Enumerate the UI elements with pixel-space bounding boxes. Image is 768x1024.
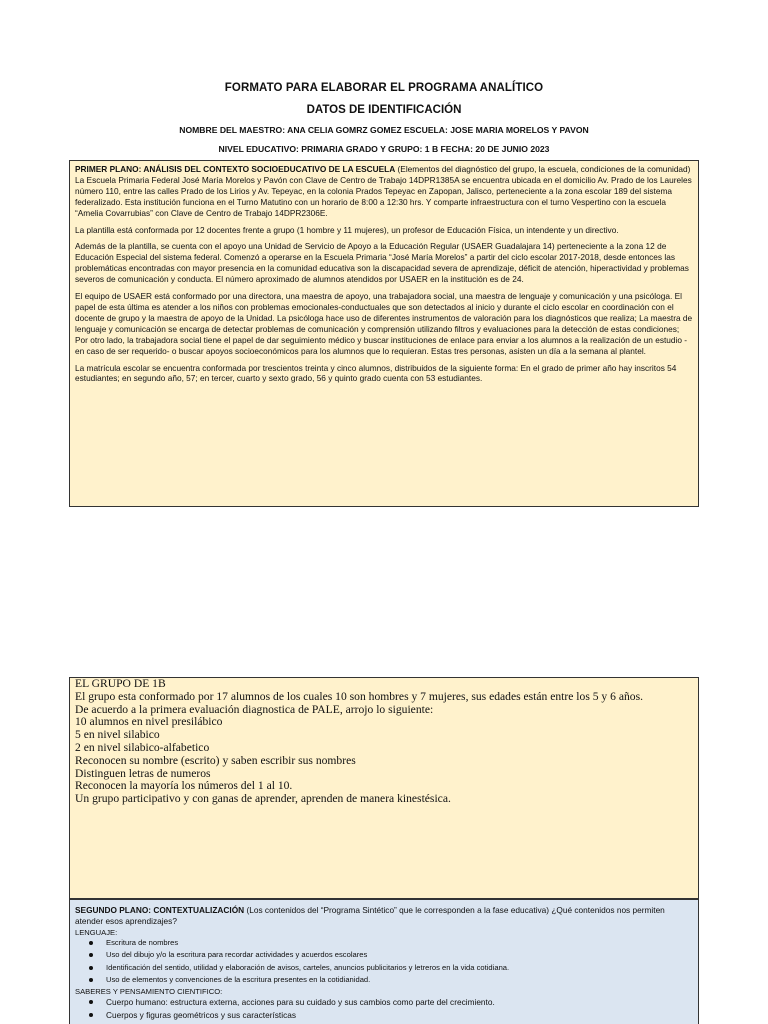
primer-plano-heading-note: (Elementos del diagnóstico del grupo, la escuela, condiciones de la comunidad) <box>397 164 691 174</box>
primer-plano-heading: PRIMER PLANO: ANÁLISIS DEL CONTEXTO SOCIOEDUCATIVO DE LA ESCUELA <box>75 164 396 174</box>
paragraph-staff: La plantilla está conformada por 12 docentes frente a grupo (1 hombre y 11 mujeres), un profesor de Educación Física, un intendente y un directivo. <box>75 224 619 235</box>
list-item: Identificación del sentido, utilidad y elaboración de avisos, carteles, anuncios publicitarios y letreros en la vida cotidiana. <box>102 962 693 974</box>
paragraph-enrollment: La matrícula escolar se encuentra conformada por trescientos treinta y cinco alumnos, distribuidos de la siguiente forma: En el grado de primer año hay inscritos 54 estudiantes; en segundo año, 57; en tercer, cuarto y sexto grado, 56 y quinto grado cuenta con 53 estudiantes. <box>75 362 677 384</box>
paragraph-usaer: Además de la plantilla, se cuenta con el apoyo una Unidad de Servicio de Apoyo a la Educación Regular (USAER Guadalajara 14) perteneciente a la zona 12 de Educación Especial del sistema federal. Comenzó a operarse en la Escuela Primaria “José María Morelos” a partir del ciclo escolar 2017-2018, desde entonces las problemáticas encontradas con mayor presencia en la comunidad educativa son la discapacidad severa de aprendizaje, déficit de atención, hiperactividad y problemas severos de comunicación y conducta. El número aproximado de alumnos atendidos por USAER en la institución es de 24. <box>75 241 689 285</box>
grupo-title: EL GRUPO DE 1B <box>75 677 166 690</box>
primer-plano-heading-line <box>75 164 693 175</box>
grupo-line: 5 en nivel silabico <box>75 728 160 742</box>
grupo-line: Reconocen la mayoría los números del 1 al 10. <box>75 779 293 793</box>
saberes-list <box>75 996 693 1020</box>
list-item: Uso del dibujo y/o la escritura para recordar actividades y acuerdos escolares <box>102 949 693 961</box>
document-subtitle: DATOS DE IDENTIFICACIÓN <box>306 104 462 116</box>
paragraph-school-location: La Escuela Primaria Federal José María Morelos y Pavón con Clave de Centro de Trabajo 14DPR1385A se encuentra ubicada en el domicilio Av. Prado de los Laureles número 110, entre las calles Prado de los Lirios y Av. Tepeyac, en la colonia Prados Tepeyac en Zapopan, Jalisco, perteneciente a la zona escolar 189 del sistema federalizado. Esta institución funciona en el Turno Matutino con un horario de 8:00 a 12:30 hrs. Y comparte infraestructura con el turno Vespertino con la escuela “Amelia Covarrubias” con Clave de Centro de Trabajo 14DPR2306E. <box>75 174 692 218</box>
grupo-line: De acuerdo a la primera evaluación diagnostica de PALE, arrojo lo siguiente: <box>75 702 434 716</box>
grupo-line: 10 alumnos en nivel presilábico <box>75 715 223 729</box>
level-group-date-line: NIVEL EDUCATIVO: PRIMARIA GRADO Y GRUPO: 1 B FECHA: 20 DE JUNIO 2023 <box>218 144 550 154</box>
grupo-line: Distinguen letras de numeros <box>75 766 211 780</box>
segundo-plano-heading-note: (Los contenidos del “Programa Sintético” que le corresponden a la fase educativa) ¿Qué contenidos nos permiten atender esos aprendizajes? <box>75 905 665 926</box>
primer-plano-box <box>69 160 699 507</box>
grupo-line: Un grupo participativo y con ganas de aprender, aprenden de manera kinestésica. <box>75 792 451 806</box>
segundo-plano-heading-line <box>75 905 693 927</box>
grupo-box <box>69 677 699 899</box>
list-item: Escritura de nombres <box>102 937 693 949</box>
list-item: Uso de elementos y convenciones de la escritura presentes en la cotidianidad. <box>102 974 693 986</box>
saberes-label: SABERES Y PENSAMIENTO CIENTIFICO: <box>75 987 223 997</box>
document-title: FORMATO PARA ELABORAR EL PROGRAMA ANALÍTICO <box>224 82 544 94</box>
list-item: Cuerpos y figuras geométricos y sus características <box>102 1009 693 1021</box>
grupo-line: 2 en nivel silabico-alfabetico <box>75 740 210 754</box>
segundo-plano-heading: SEGUNDO PLANO: CONTEXTUALIZACIÓN <box>75 905 245 915</box>
segundo-plano-box <box>69 899 699 1024</box>
lenguaje-list <box>75 937 693 986</box>
grupo-line: El grupo esta conformado por 17 alumnos de los cuales 10 son hombres y 7 mujeres, sus edades están entre los 5 y 6 años. <box>75 689 643 703</box>
list-item: Cuerpo humano: estructura externa, acciones para su cuidado y sus cambios como parte del crecimiento. <box>102 996 693 1008</box>
teacher-school-line: NOMBRE DEL MAESTRO: ANA CELIA GOMRZ GOMEZ ESCUELA: JOSE MARIA MORELOS Y PAVON <box>179 125 589 135</box>
grupo-line: Reconocen su nombre (escrito) y saben escribir sus nombres <box>75 753 356 767</box>
lenguaje-label: LENGUAJE: <box>75 927 118 937</box>
paragraph-usaer-team: El equipo de USAER está conformado por una directora, una maestra de apoyo, una trabajadora social, una maestra de lenguaje y comunicación y una psicóloga. El papel de esta última es atender a los niños con problemas emocionales-conductuales que son detectados al inicio y durante el ciclo escolar en coordinación con el docente de grupo y la maestra de apoyo de la Unidad. La psicóloga hace uso de diferentes instrumentos de valoración para los diagnósticos que realiza; La maestra de lenguaje y comunicación se encarga de detectar problemas de comunicación y comprensión utilizando filtros y evaluaciones para la detección de estas condiciones; Por otro lado, la trabajadora social tiene el papel de dar seguimiento médico y buscar instituciones de enlace para enviar a los alumnos a la realización de un estudio -en caso de ser requerido- o buscar apoyos socioeconómicos para los alumnos que lo requieran. Estas tres personas, asisten un día a la semana al plantel. <box>75 291 693 356</box>
